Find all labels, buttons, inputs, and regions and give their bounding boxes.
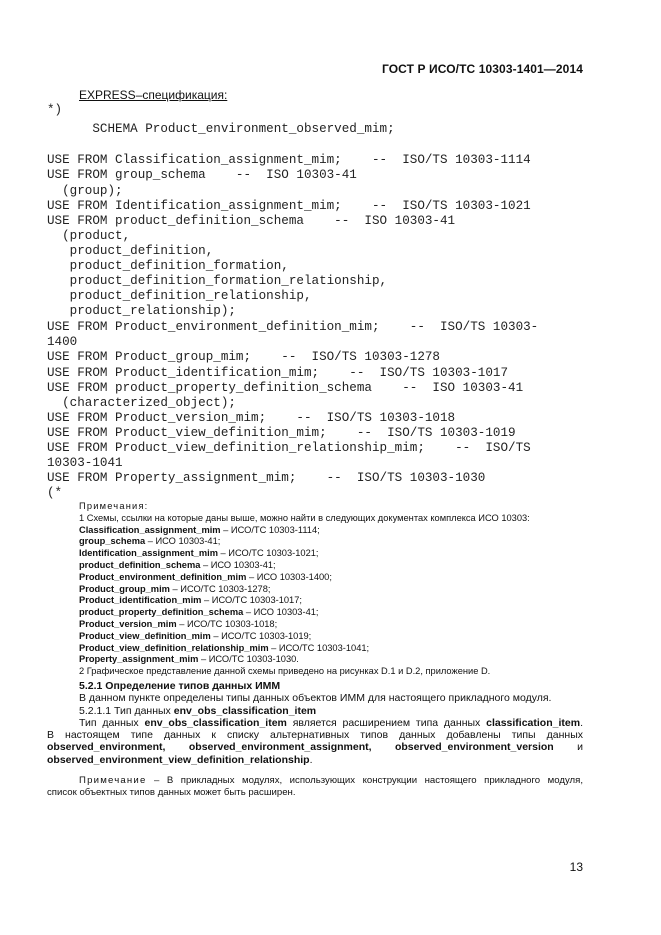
schema-reference: [79, 619, 530, 631]
note-2: 2 Графическое представление данной схемы приведено на рисунках D.1 и D.2, приложение D.: [79, 666, 491, 677]
schema-standard-ref: – ИСО/ТС 10303-1041;: [268, 642, 370, 653]
code-line: (*: [47, 486, 63, 500]
schema-name: Product_group_mim: [79, 583, 170, 594]
schema-standard-ref: – ИСО/ТС 10303-1017;: [201, 595, 302, 606]
code-line: *): [47, 103, 63, 117]
schema-standard-ref: – ИСО 10303-41;: [243, 607, 319, 618]
schema-name: group_schema: [79, 536, 146, 547]
note-1: 1 Схемы, ссылки на которые даны выше, можно найти в следующих документах комплекса ИСО 10303:: [79, 512, 530, 523]
section-heading: 5.2.1 Определение типов данных ИММ: [79, 680, 281, 692]
code-line: USE FROM Product_environment_definition_mim; -- ISO/TS 10303-: [47, 320, 539, 334]
paragraph-2: В настоящем типе данных к списку альтернативных типов данных добавлены типы данных: [47, 729, 583, 742]
paragraph-1: [47, 717, 583, 729]
schema-name: Product_version_mim: [79, 618, 177, 629]
subsection-prefix: 5.2.1.1 Тип данных: [79, 704, 174, 717]
code-line: USE FROM product_definition_schema -- ISO 10303-41: [47, 214, 456, 228]
schema-name: Classification_assignment_mim: [79, 524, 221, 535]
code-line: product_definition_formation_relationship,: [47, 274, 388, 288]
schema-standard-ref: – ИСО 10303-41;: [200, 559, 276, 570]
notes-block: [79, 501, 530, 678]
type-observed-environment-view-definition-relationship: observed_environment_view_definition_relationship: [47, 753, 310, 766]
p1-base-type: classification_item: [486, 716, 581, 729]
code-line: USE FROM Product_identification_mim; -- ISO/TS 10303-1017: [47, 366, 509, 380]
notes-title: Примечания:: [79, 501, 149, 511]
code-line: SCHEMA Product_environment_observed_mim;: [47, 122, 395, 136]
code-line: USE FROM Product_group_mim; -- ISO/TS 10303-1278: [47, 350, 440, 364]
p1-text-a: Тип данных: [79, 716, 145, 729]
schema-standard-ref: – ИСО/ТС 10303-1278;: [169, 583, 271, 594]
subsection-type-name: env_obs_classification_item: [173, 704, 317, 717]
schema-reference: [79, 643, 530, 655]
final-note-text: – В прикладных модулях, использующих конструкции настоящего прикладного модуля,: [146, 775, 583, 786]
section-intro: В данном пункте определены типы данных объектов ИММ для настоящего прикладного модуля.: [79, 692, 552, 705]
schema-name: Product_environment_definition_mim: [79, 571, 247, 582]
schema-name: product_definition_schema: [79, 559, 201, 570]
schema-standard-ref: – ИСО/ТС 10303-1114;: [220, 524, 320, 535]
schema-reference: [79, 631, 530, 643]
schema-reference-list: [79, 525, 530, 667]
type-observed-environment-assignment: observed_environment_assignment,: [188, 741, 372, 754]
schema-name: Product_view_definition_mim: [79, 630, 211, 641]
p1-period: .: [580, 716, 583, 729]
document-header: ГОСТ Р ИСО/ТС 10303-1401—2014: [382, 62, 583, 76]
code-line: USE FROM Product_version_mim; -- ISO/TS 10303-1018: [47, 411, 456, 425]
p4-period: .: [309, 753, 313, 766]
schema-reference: [79, 548, 530, 560]
schema-standard-ref: – ИСО/ТС 10303-1030.: [198, 654, 299, 665]
final-note-line-2: список объектных типов данных может быть расширен.: [47, 787, 296, 798]
code-line: 1400: [47, 335, 78, 349]
code-line: USE FROM Product_view_definition_mim; -- ISO/TS 10303-1019: [47, 426, 516, 440]
schema-standard-ref: – ИСО/ТС 10303-1021;: [217, 548, 319, 559]
conjunction: и: [577, 741, 584, 754]
code-line: USE FROM Identification_assignment_mim; -- ISO/TS 10303-1021: [47, 199, 531, 213]
section-5-2-1: [47, 680, 583, 766]
schema-reference: [79, 584, 530, 596]
schema-name: product_property_definition_schema: [79, 607, 244, 618]
express-spec-title: EXPRESS–спецификация:: [79, 88, 228, 102]
code-line: (group);: [47, 184, 123, 198]
type-observed-environment-version: observed_environment_version: [394, 741, 554, 754]
schema-name: Product_identification_mim: [79, 595, 202, 606]
schema-reference: [79, 654, 530, 666]
final-note-line-1: [47, 775, 583, 787]
page-number: 13: [569, 860, 583, 874]
code-line: product_definition_relationship,: [47, 289, 312, 303]
code-line: product_relationship);: [47, 304, 236, 318]
schema-reference: [79, 560, 530, 572]
subsection-heading: [47, 705, 583, 717]
schema-reference: [79, 572, 530, 584]
schema-standard-ref: – ИСО 10303-41;: [145, 536, 221, 547]
schema-name: Product_view_definition_relationship_mim: [79, 642, 269, 653]
schema-standard-ref: – ИСО/ТС 10303-1019;: [210, 630, 312, 641]
p1-text-c: является расширением типа данных: [286, 716, 487, 729]
paragraph-3-types: [47, 741, 583, 753]
schema-name: Identification_assignment_mim: [79, 548, 218, 559]
code-line: product_definition,: [47, 244, 214, 258]
schema-standard-ref: – ИСО 10303-1400;: [246, 571, 332, 582]
code-line: USE FROM group_schema -- ISO 10303-41: [47, 168, 357, 182]
paragraph-4: [47, 754, 583, 766]
schema-reference: [79, 536, 530, 548]
type-observed-environment: observed_environment,: [47, 741, 166, 754]
code-line: (product,: [47, 229, 131, 243]
code-line: (characterized_object);: [47, 396, 236, 410]
final-note-label: Примечание: [79, 775, 147, 786]
final-note: [47, 775, 583, 799]
code-line: USE FROM Product_view_definition_relationship_mim; -- ISO/TS: [47, 441, 531, 455]
schema-standard-ref: – ИСО/ТС 10303-1018;: [176, 618, 278, 629]
schema-reference: [79, 525, 530, 537]
schema-reference: [79, 607, 530, 619]
code-line: 10303-1041: [47, 456, 123, 470]
code-line: USE FROM Property_assignment_mim; -- ISO/TS 10303-1030: [47, 471, 486, 485]
schema-name: Property_assignment_mim: [79, 654, 199, 665]
code-line: product_definition_formation,: [47, 259, 289, 273]
code-line: USE FROM Classification_assignment_mim; -- ISO/TS 10303-1114: [47, 153, 531, 167]
code-line: USE FROM product_property_definition_schema -- ISO 10303-41: [47, 381, 524, 395]
p1-type-name: env_obs_classification_item: [144, 716, 287, 729]
schema-reference: [79, 595, 530, 607]
